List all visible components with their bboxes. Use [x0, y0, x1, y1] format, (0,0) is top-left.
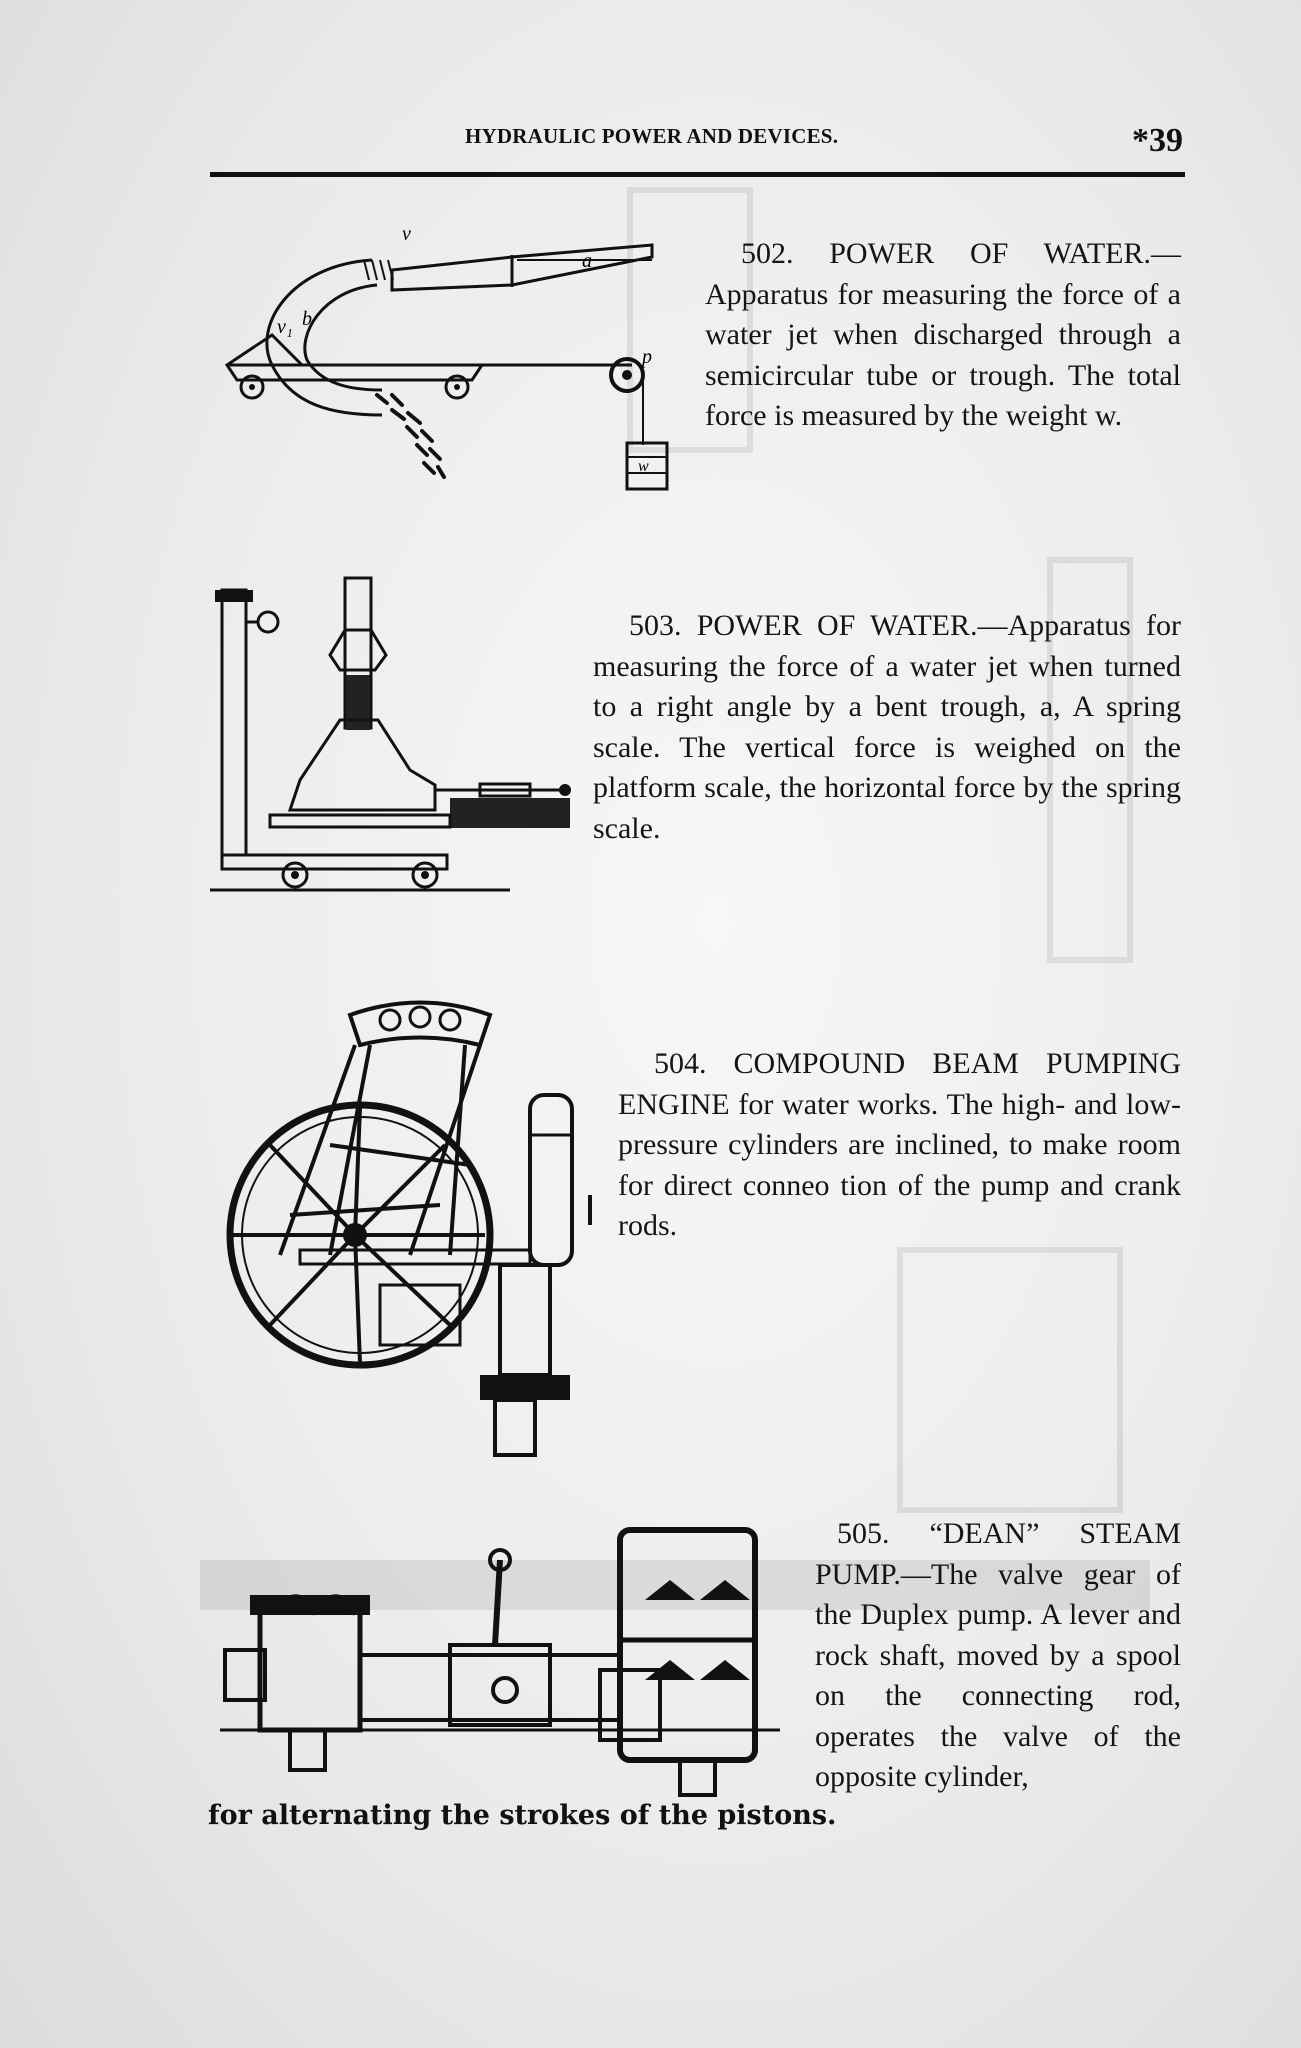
entry-505-number: 505.	[837, 1517, 890, 1550]
entry-504-body: COMPOUND BEAM PUMPING ENGINE for water works. The high- and low-pressure cylinders are inclined, to make room for direct conneo tion of the pump and crank rods.	[618, 1047, 1181, 1242]
figure-505-dean-steam-pump	[220, 1520, 780, 1800]
entry-503-text	[593, 606, 1181, 849]
entry-505-text	[815, 1514, 1181, 1798]
figure-502-water-jet-cart	[212, 215, 672, 495]
running-header: HYDRAULIC POWER AND DEVICES.	[465, 124, 839, 148]
entry-504-number: 504.	[654, 1047, 707, 1080]
entry-504-text	[618, 1044, 1181, 1247]
figure-503-platform-scale	[210, 570, 590, 920]
figure-label-a: a	[582, 250, 592, 272]
page-number: *39	[1132, 122, 1183, 159]
entry-502-body: POWER OF WATER.— Apparatus for measuring the force of a water jet when discharged through a semicircular tube or trough. The total force is measured by the weight w.	[705, 237, 1181, 432]
figure-label-b: b	[302, 308, 312, 330]
header-rule	[210, 172, 1185, 177]
entry-503-body: POWER OF WATER.—Apparatus for measuring the force of a water jet when turned to a right angle by a bent trough, a, A spring scale. The vertical force is weighed on the platform scale, the horizontal force by the spring scale.	[593, 609, 1181, 845]
figure-label-v: v	[402, 223, 411, 245]
figure-504-beam-pumping-engine	[210, 995, 610, 1465]
entry-502-number: 502.	[741, 237, 794, 270]
entry-505-body: “DEAN” STEAM PUMP.—The valve gear of the Duplex pump. A lever and rock shaft, moved by a spool on the connecting rod, operates the valve of the opposite cylinder,	[815, 1517, 1181, 1793]
entry-502-text	[705, 234, 1181, 437]
figure-label-p: p	[642, 346, 652, 368]
entry-505-caption-continued: for alternating the strokes of the pistons.	[208, 1800, 837, 1831]
figure-label-w: w	[638, 458, 649, 475]
entry-503-number: 503.	[629, 609, 682, 642]
figure-label-v1: v₁	[277, 316, 293, 338]
